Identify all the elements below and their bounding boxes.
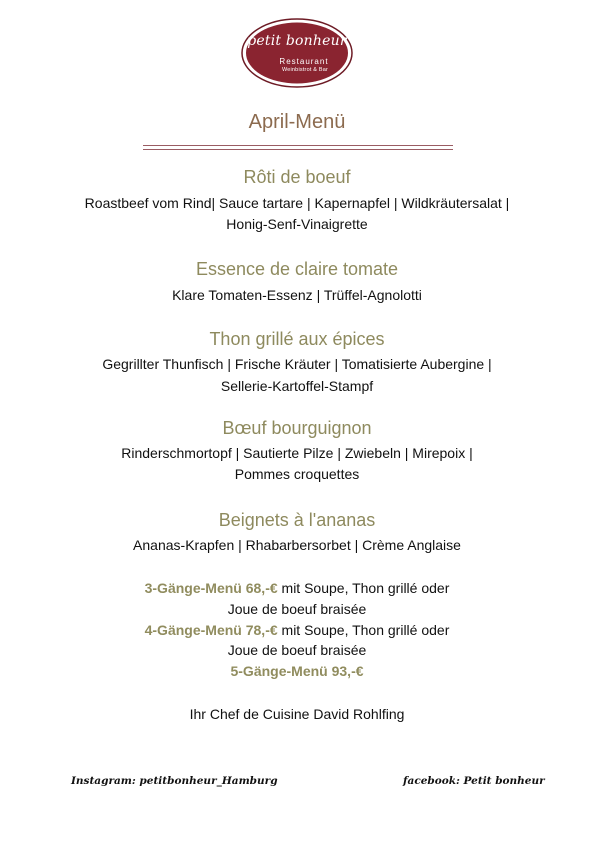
logo-restaurant: Restaurant — [279, 57, 329, 66]
restaurant-logo — [241, 18, 353, 88]
course-description: Pommes croquettes — [234, 466, 360, 482]
course-title: Rôti de boeuf — [243, 167, 351, 187]
offer-price: 5-Gänge-Menü 93,-€ — [230, 663, 364, 679]
course-description: Gegrillter Thunfisch | Frische Kräuter | Tomatisierte Aubergine | — [102, 356, 492, 372]
logo-name: petit bonheur — [247, 33, 347, 49]
course-description: Sellerie-Kartoffel-Stampf — [220, 378, 374, 394]
offer-continuation: Joue de boeuf braisée — [227, 642, 367, 658]
offer-price: 4-Gänge-Menü 78,-€ — [144, 622, 278, 638]
course-title: Essence de claire tomate — [195, 259, 399, 279]
course-description: Roastbeef vom Rind| Sauce tartare | Kapernapfel | Wildkräutersalat | — [84, 195, 510, 211]
offer-line — [0, 622, 594, 638]
instagram-handle: Instagram: petitbonheur_Hamburg — [71, 775, 278, 787]
menu-title: April-Menü — [248, 111, 346, 133]
title-rule-bottom — [143, 149, 453, 150]
offer-continuation: Joue de boeuf braisée — [227, 601, 367, 617]
title-rule-top — [143, 145, 453, 146]
course-description: Rinderschmortopf | Sautierte Pilze | Zwiebeln | Mirepoix | — [121, 445, 473, 461]
offer-text: mit Soupe, Thon grillé oder — [277, 622, 450, 638]
offer-price: 3-Gänge-Menü 68,-€ — [144, 580, 278, 596]
course-title: Beignets à l'ananas — [218, 510, 376, 530]
offer-line — [0, 580, 594, 596]
course-description: Klare Tomaten-Essenz | Trüffel-Agnolotti — [172, 287, 422, 303]
course-title: Bœuf bourguignon — [222, 418, 372, 438]
offer-text: mit Soupe, Thon grillé oder — [277, 580, 450, 596]
course-title: Thon grillé aux épices — [209, 329, 385, 349]
offer-line — [0, 663, 594, 679]
course-description: Honig-Senf-Vinaigrette — [226, 216, 368, 232]
course-description: Ananas-Krapfen | Rhabarbersorbet | Crème Anglaise — [133, 537, 461, 553]
chef-signature: Ihr Chef de Cuisine David Rohlfing — [189, 706, 405, 722]
facebook-handle: facebook: Petit bonheur — [403, 775, 545, 787]
logo-tagline: Weinbistrot & Bar — [281, 67, 329, 73]
